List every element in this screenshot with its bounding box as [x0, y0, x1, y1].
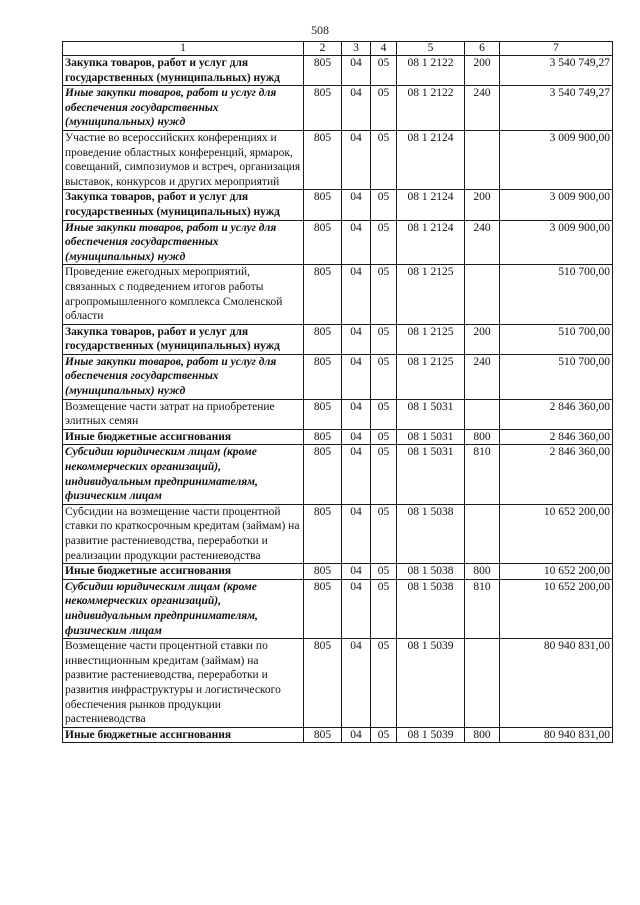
ministry-code: 805: [304, 265, 342, 324]
table-row: [63, 354, 613, 399]
section-code: 04: [342, 727, 371, 743]
section-code: 04: [342, 190, 371, 220]
section-code: 04: [342, 86, 371, 131]
subsection-code: 05: [371, 639, 397, 728]
amount: 10 652 200,00: [500, 564, 613, 580]
column-number: 7: [500, 42, 613, 56]
section-code: 04: [342, 324, 371, 354]
ministry-code: 805: [304, 504, 342, 563]
subsection-code: 05: [371, 130, 397, 189]
subsection-code: 05: [371, 86, 397, 131]
target-article-code: 08 1 5039: [397, 639, 465, 728]
expense-type-code: 810: [465, 579, 500, 638]
table-row: [63, 445, 613, 504]
expense-name: Проведение ежегодных мероприятий, связанных с подведением итогов работы агропромышленного комплекса Смоленской области: [63, 265, 304, 324]
table-row: [63, 727, 613, 743]
column-number: 2: [304, 42, 342, 56]
amount: 2 846 360,00: [500, 399, 613, 429]
table-row: [63, 579, 613, 638]
target-article-code: 08 1 5031: [397, 445, 465, 504]
subsection-code: 05: [371, 579, 397, 638]
subsection-code: 05: [371, 56, 397, 86]
amount: 510 700,00: [500, 265, 613, 324]
table-row: [63, 265, 613, 324]
column-number: 4: [371, 42, 397, 56]
amount: 510 700,00: [500, 324, 613, 354]
expense-name: Закупка товаров, работ и услуг для государственных (муниципальных) нужд: [63, 190, 304, 220]
ministry-code: 805: [304, 86, 342, 131]
amount: 10 652 200,00: [500, 504, 613, 563]
target-article-code: 08 1 5038: [397, 504, 465, 563]
expense-type-code: [465, 265, 500, 324]
amount: 510 700,00: [500, 354, 613, 399]
amount: 10 652 200,00: [500, 579, 613, 638]
table-row: [63, 86, 613, 131]
section-code: 04: [342, 429, 371, 445]
target-article-code: 08 1 5031: [397, 399, 465, 429]
target-article-code: 08 1 2124: [397, 130, 465, 189]
expense-name: Возмещение части затрат на приобретение элитных семян: [63, 399, 304, 429]
amount: 3 540 749,27: [500, 86, 613, 131]
target-article-code: 08 1 5038: [397, 564, 465, 580]
ministry-code: 805: [304, 399, 342, 429]
expense-type-code: 800: [465, 429, 500, 445]
table-row: [63, 56, 613, 86]
table-row: [63, 190, 613, 220]
expense-type-code: 200: [465, 56, 500, 86]
column-number: 1: [63, 42, 304, 56]
ministry-code: 805: [304, 324, 342, 354]
target-article-code: 08 1 5038: [397, 579, 465, 638]
expense-name: Закупка товаров, работ и услуг для государственных (муниципальных) нужд: [63, 56, 304, 86]
subsection-code: 05: [371, 727, 397, 743]
ministry-code: 805: [304, 56, 342, 86]
ministry-code: 805: [304, 564, 342, 580]
target-article-code: 08 1 2124: [397, 190, 465, 220]
expense-type-code: 200: [465, 190, 500, 220]
subsection-code: 05: [371, 504, 397, 563]
section-code: 04: [342, 265, 371, 324]
expense-type-code: [465, 130, 500, 189]
subsection-code: 05: [371, 399, 397, 429]
subsection-code: 05: [371, 445, 397, 504]
ministry-code: 805: [304, 579, 342, 638]
expense-name: Субсидии юридическим лицам (кроме некоммерческих организаций), индивидуальным предпринимателям, физическим лицам: [63, 579, 304, 638]
expense-name: Возмещение части процентной ставки по инвестиционным кредитам (займам) на развитие растениеводства, переработки и развития инфраструктуры и логистического обеспечения рынков продукции растениеводства: [63, 639, 304, 728]
table-row: [63, 429, 613, 445]
target-article-code: 08 1 2125: [397, 265, 465, 324]
amount: 3 009 900,00: [500, 130, 613, 189]
expense-type-code: 240: [465, 354, 500, 399]
column-number: 6: [465, 42, 500, 56]
expense-type-code: [465, 639, 500, 728]
expense-type-code: [465, 399, 500, 429]
target-article-code: 08 1 2122: [397, 56, 465, 86]
amount: 2 846 360,00: [500, 429, 613, 445]
ministry-code: 805: [304, 727, 342, 743]
table-row: [63, 220, 613, 265]
page-number: 508: [311, 23, 329, 37]
section-code: 04: [342, 579, 371, 638]
section-code: 04: [342, 504, 371, 563]
table-row: [63, 504, 613, 563]
target-article-code: 08 1 2124: [397, 220, 465, 265]
expense-type-code: 810: [465, 445, 500, 504]
section-code: 04: [342, 639, 371, 728]
table-row: [63, 639, 613, 728]
target-article-code: 08 1 2125: [397, 354, 465, 399]
column-number: 3: [342, 42, 371, 56]
expense-type-code: 800: [465, 727, 500, 743]
column-number: 5: [397, 42, 465, 56]
expense-name: Иные бюджетные ассигнования: [63, 429, 304, 445]
expense-name: Иные бюджетные ассигнования: [63, 727, 304, 743]
section-code: 04: [342, 399, 371, 429]
expense-name: Иные закупки товаров, работ и услуг для обеспечения государственных (муниципальных) нужд: [63, 220, 304, 265]
section-code: 04: [342, 354, 371, 399]
section-code: 04: [342, 220, 371, 265]
ministry-code: 805: [304, 190, 342, 220]
expense-name: Иные закупки товаров, работ и услуг для обеспечения государственных (муниципальных) нужд: [63, 86, 304, 131]
budget-table: [62, 41, 613, 743]
target-article-code: 08 1 2125: [397, 324, 465, 354]
subsection-code: 05: [371, 265, 397, 324]
table-row: [63, 399, 613, 429]
section-code: 04: [342, 56, 371, 86]
subsection-code: 05: [371, 429, 397, 445]
subsection-code: 05: [371, 220, 397, 265]
expense-type-code: 800: [465, 564, 500, 580]
expense-name: Участие во всероссийских конференциях и проведение областных конференций, ярмарок, совещаний, симпозиумов и встреч, организация выставок, конкурсов и других мероприятий: [63, 130, 304, 189]
ministry-code: 805: [304, 639, 342, 728]
section-code: 04: [342, 564, 371, 580]
amount: 80 940 831,00: [500, 639, 613, 728]
column-number-row: [63, 42, 613, 56]
expense-type-code: 240: [465, 220, 500, 265]
target-article-code: 08 1 2122: [397, 86, 465, 131]
ministry-code: 805: [304, 429, 342, 445]
expense-name: Иные закупки товаров, работ и услуг для обеспечения государственных (муниципальных) нужд: [63, 354, 304, 399]
table-row: [63, 564, 613, 580]
table-row: [63, 130, 613, 189]
target-article-code: 08 1 5031: [397, 429, 465, 445]
section-code: 04: [342, 130, 371, 189]
subsection-code: 05: [371, 324, 397, 354]
amount: 3 009 900,00: [500, 220, 613, 265]
target-article-code: 08 1 5039: [397, 727, 465, 743]
section-code: 04: [342, 445, 371, 504]
amount: 2 846 360,00: [500, 445, 613, 504]
ministry-code: 805: [304, 354, 342, 399]
expense-type-code: 200: [465, 324, 500, 354]
expense-name: Закупка товаров, работ и услуг для государственных (муниципальных) нужд: [63, 324, 304, 354]
table-row: [63, 324, 613, 354]
expense-name: Субсидии на возмещение части процентной ставки по краткосрочным кредитам (займам) на развитие растениеводства, переработки и реализации продукции растениеводства: [63, 504, 304, 563]
expense-type-code: 240: [465, 86, 500, 131]
amount: 80 940 831,00: [500, 727, 613, 743]
expense-name: Субсидии юридическим лицам (кроме некоммерческих организаций), индивидуальным предпринимателям, физическим лицам: [63, 445, 304, 504]
subsection-code: 05: [371, 190, 397, 220]
expense-type-code: [465, 504, 500, 563]
subsection-code: 05: [371, 564, 397, 580]
subsection-code: 05: [371, 354, 397, 399]
ministry-code: 805: [304, 220, 342, 265]
ministry-code: 805: [304, 445, 342, 504]
amount: 3 009 900,00: [500, 190, 613, 220]
expense-name: Иные бюджетные ассигнования: [63, 564, 304, 580]
amount: 3 540 749,27: [500, 56, 613, 86]
ministry-code: 805: [304, 130, 342, 189]
